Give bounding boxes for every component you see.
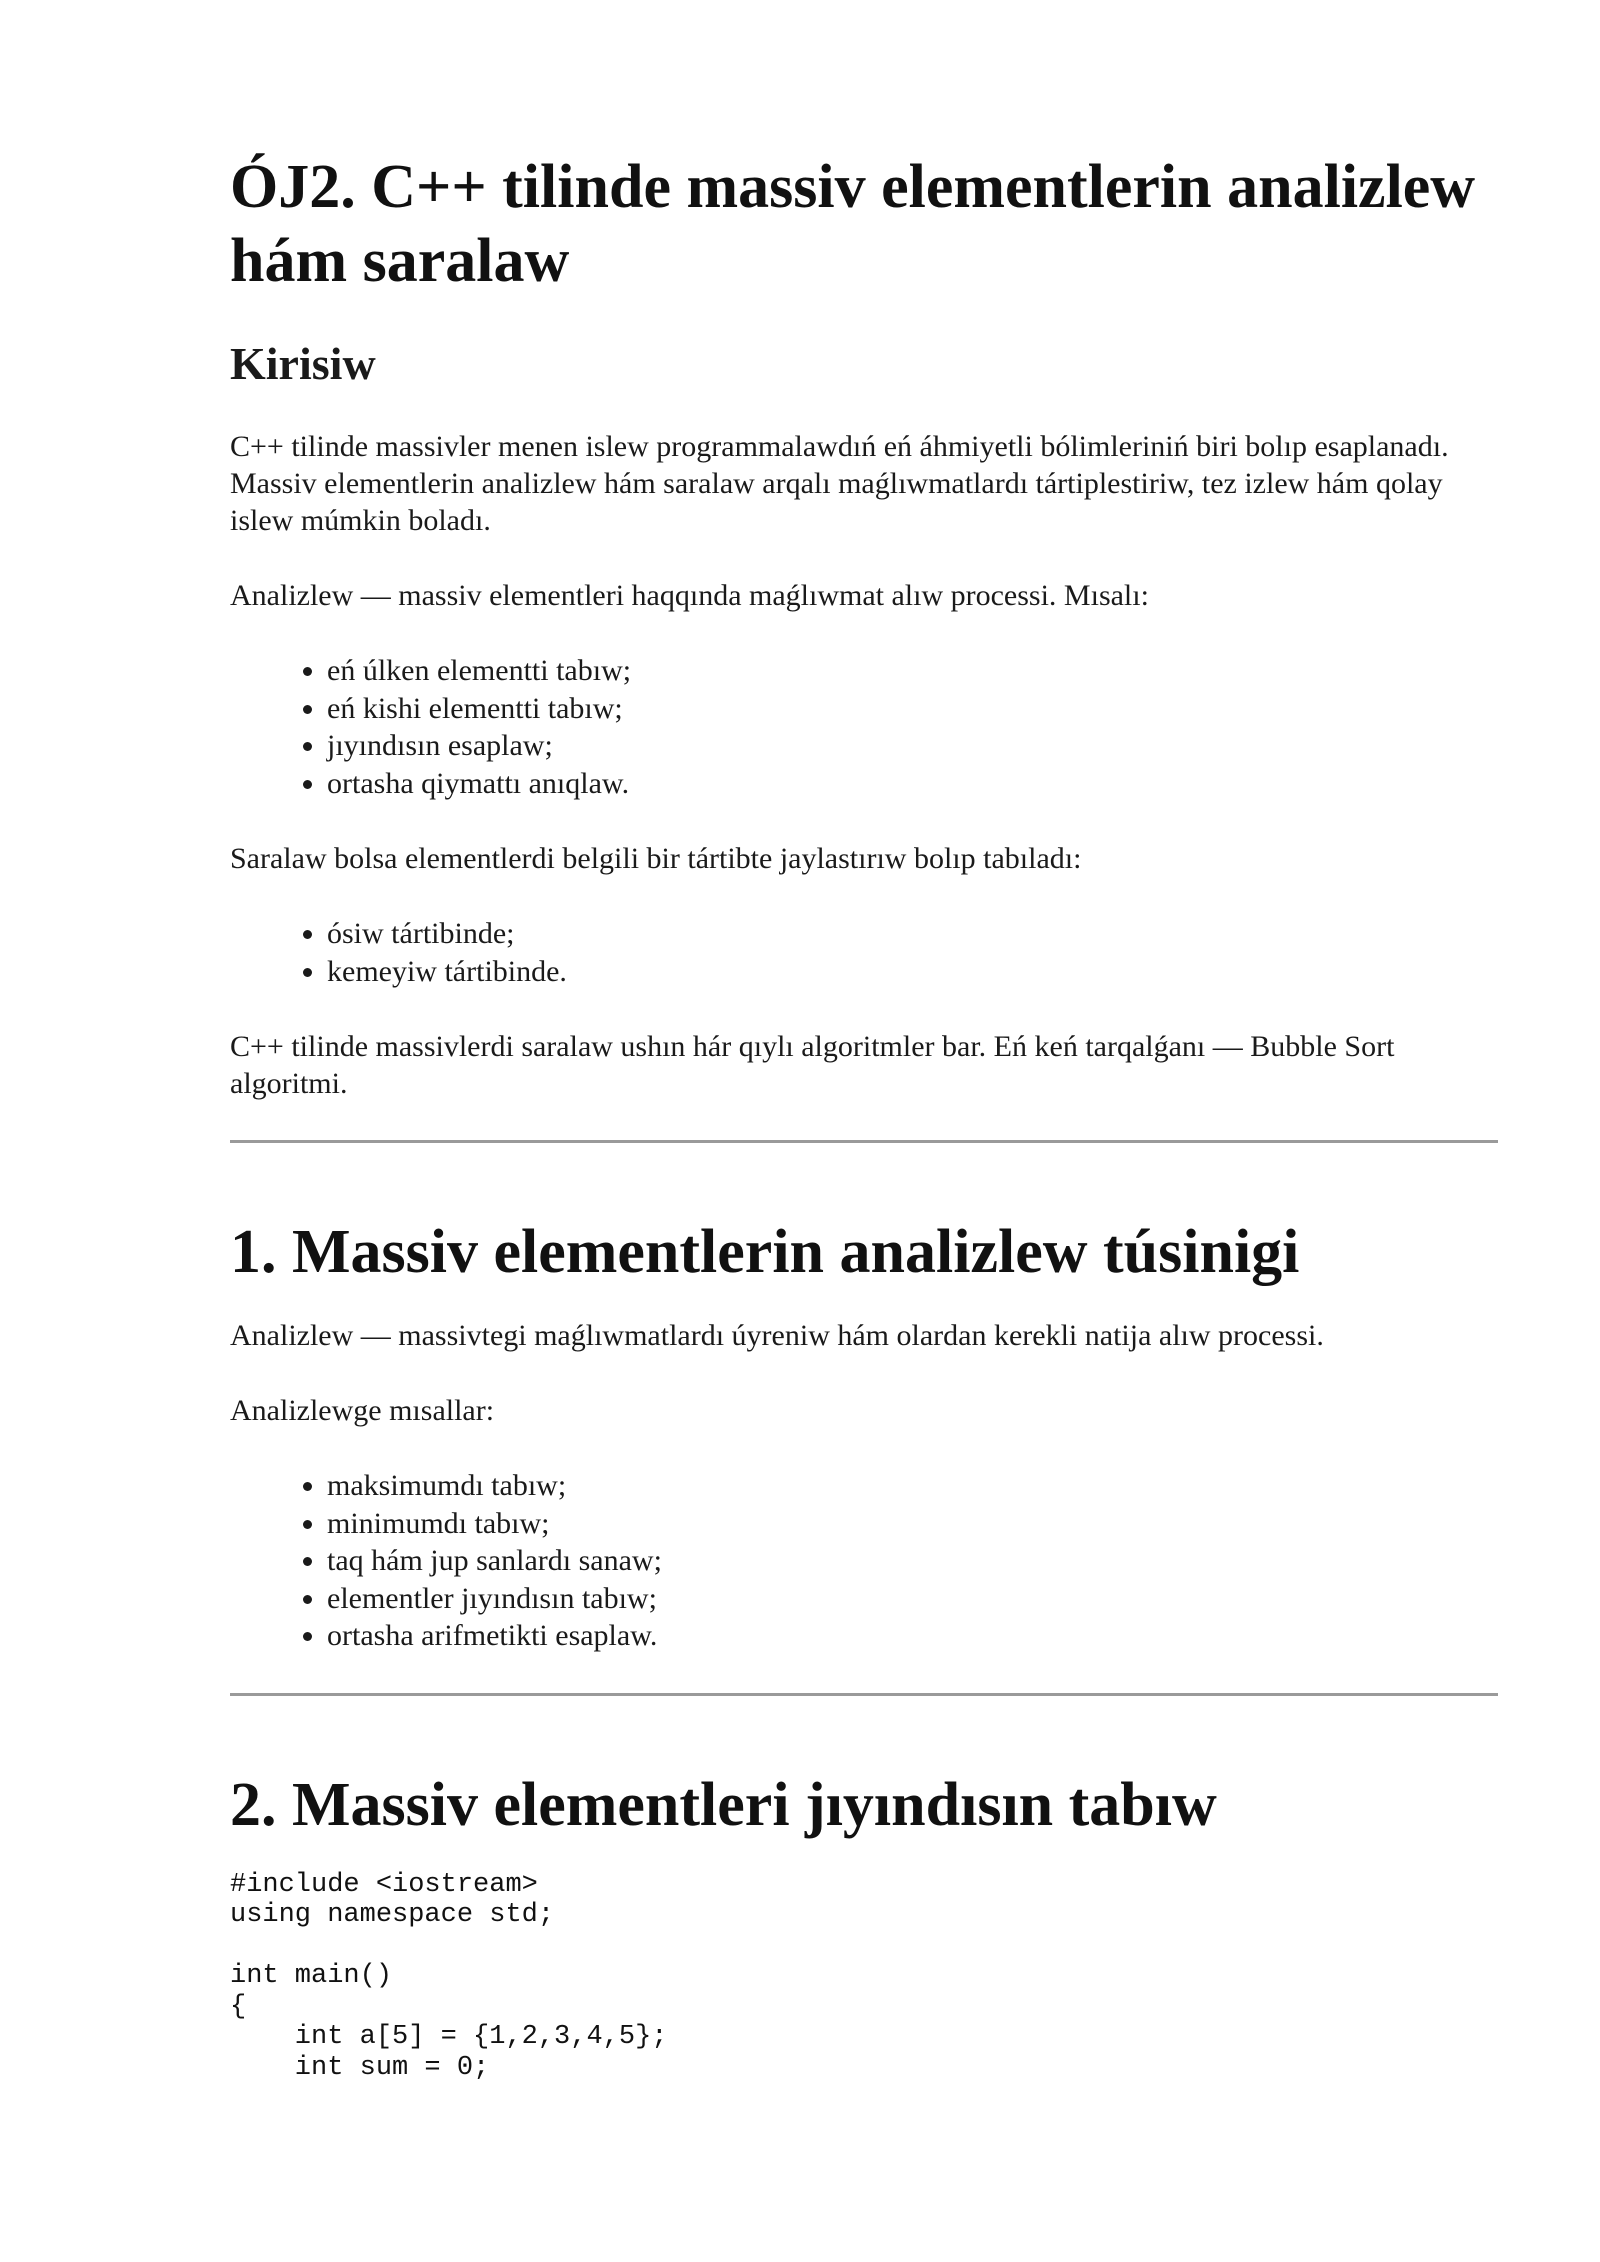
intro-paragraph-4: C++ tilinde massivlerdi saralaw ushın hár qıylı algoritmler bar. Eń keń tarqalǵanı — Bubble Sort algoritmi.: [230, 1030, 1395, 1100]
code-block: #include <iostream> using namespace std; int main() { int a[5] = {1,2,3,4,5}; int sum = 0;: [230, 1869, 668, 2083]
section-2-heading: 2. Massiv elementleri jıyındısın tabıw: [230, 1770, 1217, 1839]
list-item: • ósiw tártibinde;: [327, 915, 1498, 953]
list-item: • eń kishi elementti tabıw;: [327, 690, 1498, 728]
section-1-list: [230, 1467, 1498, 1655]
list-item: • kemeyiw tártibinde.: [327, 953, 1498, 991]
section-1-heading: 1. Massiv elementlerin analizlew túsinigi: [230, 1218, 1300, 1286]
list-item: • elementler jıyındısın tabıw;: [327, 1580, 1498, 1618]
section-divider: [230, 1140, 1498, 1143]
document-page: [230, 150, 1498, 2083]
intro-paragraph-1: C++ tilinde massivler menen islew programmalawdıń eń áhmiyetli bólimleriniń biri bolıp esaplanadı. Massiv elementlerin analizlew hám saralaw arqalı maǵlıwmatlardı tártiplestiriw, tez izlew hám qolay islew múmkin boladı.: [230, 430, 1449, 537]
section-1-paragraph-2: Analizlewge mısallar:: [230, 1394, 495, 1427]
intro-paragraph-2: Analizlew — massiv elementleri haqqında maǵlıwmat alıw processi. Mısalı:: [230, 579, 1149, 612]
intro-paragraph-3: Saralaw bolsa elementlerdi belgili bir tártibte jaylastırıw bolıp tabıladı:: [230, 842, 1082, 875]
intro-heading: Kirisiw: [230, 338, 376, 389]
list-item: • minimumdı tabıw;: [327, 1505, 1498, 1543]
analysis-list: [230, 652, 1498, 802]
list-item: • jıyındısın esaplaw;: [327, 727, 1498, 765]
list-item: • eń úlken elementti tabıw;: [327, 652, 1498, 690]
section-divider: [230, 1693, 1498, 1696]
list-item: • maksimumdı tabıw;: [327, 1467, 1498, 1505]
sort-list: [230, 915, 1498, 990]
document-title: ÓJ2. C++ tilinde massiv elementlerin analizlew hám saralaw: [230, 153, 1476, 295]
list-item: • ortasha arifmetikti esaplaw.: [327, 1617, 1498, 1655]
list-item: • ortasha qiymattı anıqlaw.: [327, 765, 1498, 803]
section-1-paragraph-1: Analizlew — massivtegi maǵlıwmatlardı úyreniw hám olardan kerekli natija alıw processi.: [230, 1319, 1324, 1352]
list-item: • taq hám jup sanlardı sanaw;: [327, 1542, 1498, 1580]
